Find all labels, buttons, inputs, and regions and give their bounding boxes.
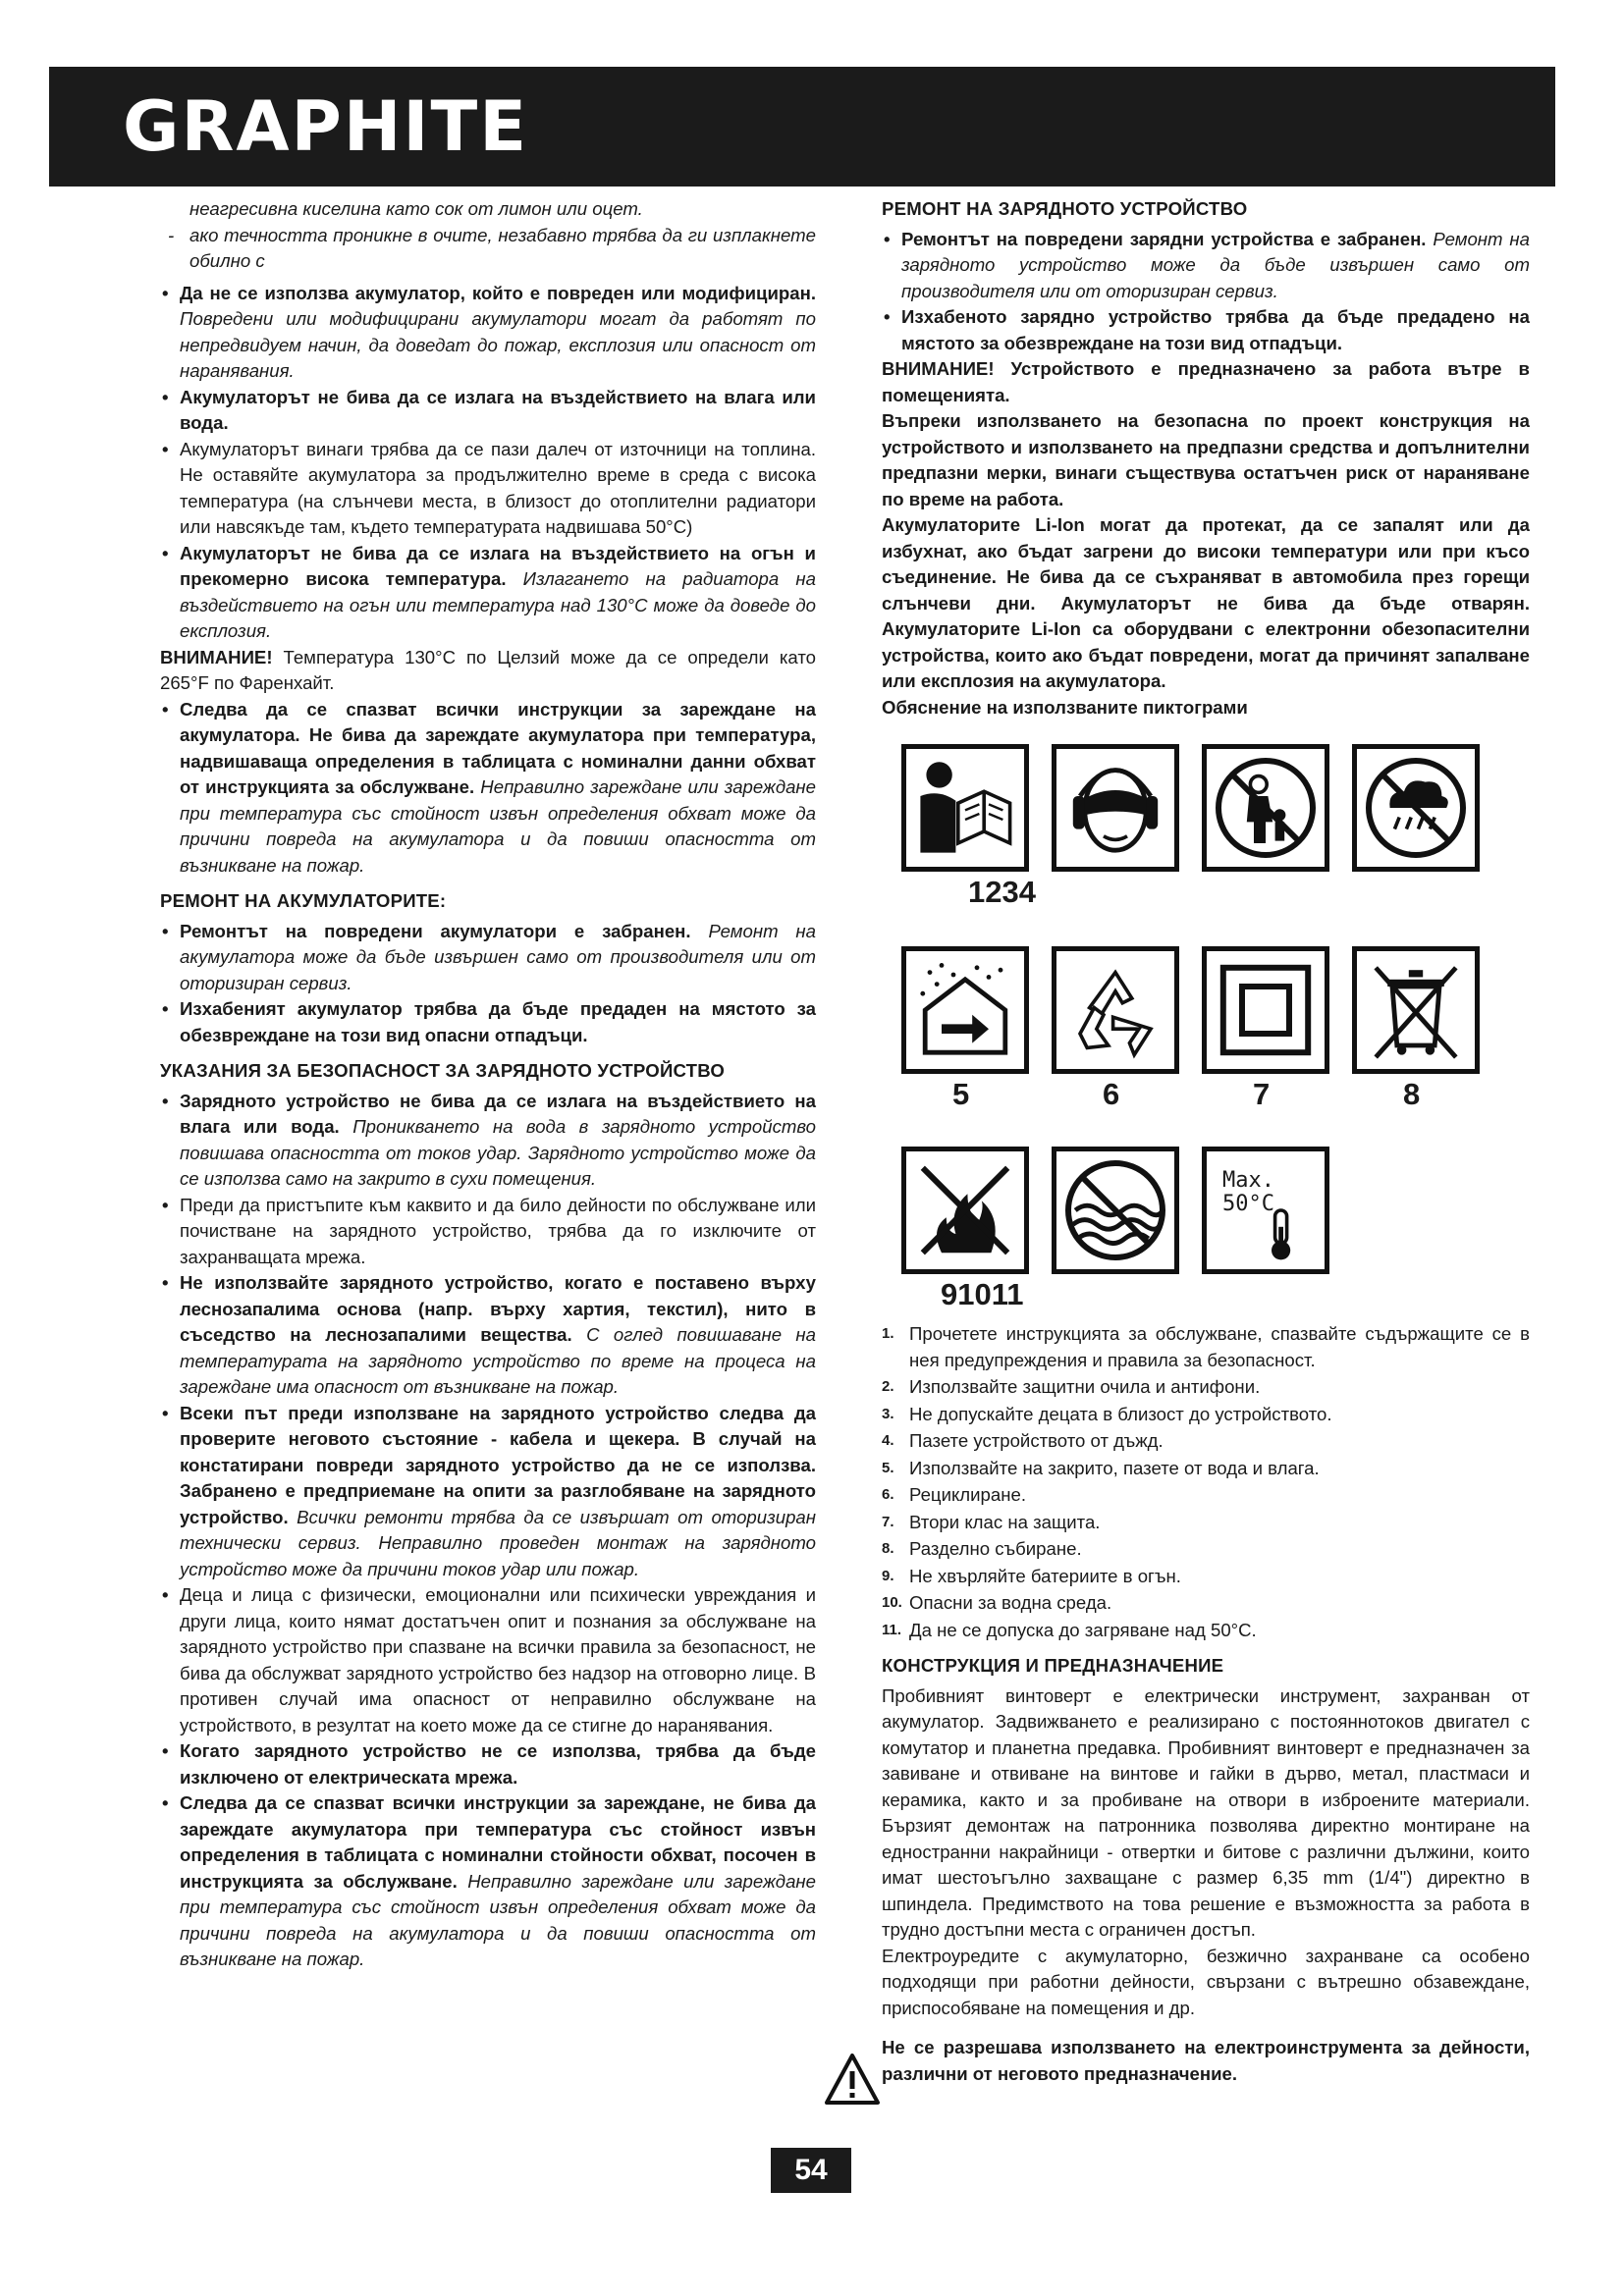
italic-text: Проникването на вода в зарядното устройство повишава опасността от токов удар. Зарядното устройство може да се използва само на закрито в сухи помещения. bbox=[180, 1116, 816, 1189]
list-item: • Акумулаторът не бива да се излага на въздействието на влага или вода. bbox=[160, 385, 816, 437]
no-fire-battery-icon bbox=[901, 1147, 1029, 1274]
bold-text: Ремонтът на повредени акумулатори е забранен. bbox=[180, 920, 691, 941]
bold-text: Не използвайте зарядното устройство, когато е поставено върху леснозапалима основа (напр. върху хартия, текстил), нито в съседство на леснозапалими вещества. bbox=[180, 1272, 816, 1345]
list-item bbox=[160, 541, 816, 645]
list-item bbox=[160, 1089, 816, 1193]
bold-text: Следва да се спазват всички инструкции за зареждане на акумулатора. Не бива да зареждате акумулатора при температура, надвишаваща определения в таблицата с номинални данни обхват от инструкцията за обслужване. bbox=[180, 698, 816, 797]
legend-text: Опасни за водна среда. bbox=[909, 1592, 1112, 1613]
legend-text: Пазете устройството от дъжд. bbox=[909, 1430, 1164, 1451]
italic-text: Излагането на радиатора на въздействието на огън или температура над 130°C може да доведе до експлозия. bbox=[180, 568, 816, 641]
legend-number: 10. bbox=[882, 1594, 902, 1611]
pictogram-legend bbox=[882, 1321, 1530, 1643]
legend-number: 8. bbox=[882, 1540, 894, 1557]
pictogram-title: Обяснение на използваните пиктограми bbox=[882, 696, 1248, 718]
legend-item bbox=[882, 1482, 1530, 1509]
list-item bbox=[160, 1270, 816, 1401]
legend-number: 11. bbox=[882, 1621, 902, 1638]
legend-item bbox=[882, 1428, 1530, 1455]
legend-text: Разделно събиране. bbox=[909, 1538, 1082, 1559]
bold-text: Ремонтът на повредени зарядни устройства е забранен. bbox=[901, 228, 1427, 249]
legend-number: 7. bbox=[882, 1513, 894, 1530]
pictogram-number: 91011 bbox=[941, 1277, 1024, 1311]
list-item: - ако течността проникне в очите, незабавно трябва да ги изплакнете обилно с bbox=[160, 223, 816, 275]
brand-logo: GRAPHITE bbox=[123, 86, 529, 167]
italic-text: С оглед повишаване на температурата на зарядното устройство по време на процеса на зареждане има опасност от възникване на пожар. bbox=[180, 1324, 816, 1397]
legend-text: Използвайте защитни очила и антифони. bbox=[909, 1376, 1261, 1397]
legend-text: Рециклиране. bbox=[909, 1484, 1026, 1505]
legend-number: 6. bbox=[882, 1486, 894, 1503]
pictogram-number: 7 bbox=[1253, 1077, 1271, 1111]
legend-item bbox=[882, 1456, 1530, 1482]
section-heading: УКАЗАНИЯ ЗА БЕЗОПАСНОСТ ЗА ЗАРЯДНОТО УСТРОЙСТВО bbox=[160, 1060, 726, 1081]
bold-text: Да не се използва акумулатор, който е повреден или модифициран. bbox=[180, 282, 816, 303]
list-item bbox=[882, 227, 1530, 305]
legend-item bbox=[882, 1590, 1530, 1617]
legend-item bbox=[882, 1374, 1530, 1401]
legend-item bbox=[882, 1536, 1530, 1563]
legend-item bbox=[882, 1510, 1530, 1536]
list-item: • Когато зарядното устройство не се използва, трябва да бъде изключено от електрическата мрежа. bbox=[160, 1738, 816, 1790]
bold-text: Всеки път преди използване на зарядното устройство следва да проверите неговото състояние - кабела и щекера. В случай на констатирани повреди зарядното устройство да не се използва. Забранено е предприемане на опити за разглобяване на зарядното устройство. bbox=[180, 1402, 816, 1527]
goggles-ear-protection-icon bbox=[1052, 744, 1179, 872]
pictogram-number: 5 bbox=[952, 1077, 970, 1111]
warning-note: Акумулаторите Li-Ion могат да протекат, да се запалят или да избухнат, ако бъдат загрени до високи температури или при късо съединение. Не бива да се съхраняват в автомобила през горещи слънчеви дни. Акумулаторът не бива да бъде отварян. Акумулаторите Li-Ion са оборудвани с електронни обезопасителни устройства, които ако бъдат повредени, могат да причинят запалване или експлозия на акумулатора. bbox=[882, 514, 1530, 691]
legend-number: 2. bbox=[882, 1378, 894, 1395]
list-item bbox=[160, 1401, 816, 1583]
legend-text: Да не се допуска до загряване над 50°C. bbox=[909, 1619, 1257, 1640]
pictogram-number: 6 bbox=[1103, 1077, 1120, 1111]
list-item bbox=[160, 281, 816, 385]
text-line: неагресивна киселина като сок от лимон или оцет. bbox=[189, 198, 643, 219]
legend-text: Втори клас на защита. bbox=[909, 1511, 1101, 1532]
legend-number: 5. bbox=[882, 1459, 894, 1476]
left-column bbox=[160, 196, 816, 1973]
list-item: • Изхабеното зарядно устройство трябва да бъде предадено на мястото за обезвреждане на този вид отпадъци. bbox=[882, 304, 1530, 356]
pictogram-number: 1234 bbox=[968, 875, 1036, 909]
warning-label: ВНИМАНИЕ! bbox=[160, 646, 273, 667]
legend-text: Не хвърляйте батериите в огън. bbox=[909, 1565, 1181, 1586]
warning-text: Температура 130°C по Целзий може да се определи като 265°F по Фаренхайт. bbox=[160, 646, 816, 693]
list-item: • Деца и лица с физически, емоционални или психически увреждания и други лица, които нямат достатъчен опит и познания за обслужване на зарядното устройство при спазване на всички правила за безопасност, не бива да обслужват зарядното устройство без надзор на отговорно лице. В противен случай има опасност от неправилно обслужване на устройството, в резултат на което може да се стигне до наранявания. bbox=[160, 1582, 816, 1738]
legend-item bbox=[882, 1618, 1530, 1644]
legend-item bbox=[882, 1321, 1530, 1373]
list-item: • Акумулаторът винаги трябва да се пази далеч от източници на топлина. Не оставяйте акумулатора за продължително време в среда с висока температура (на слънчеви места, в близост до отоплителни радиатори или навсякъде там, където температурата надвишава 50°C) bbox=[160, 437, 816, 541]
legend-item bbox=[882, 1402, 1530, 1428]
pictogram-grid bbox=[882, 736, 1530, 1315]
legend-text: Прочетете инструкцията за обслужване, спазвайте съдържащите се в нея предупреждения и правила за безопасност. bbox=[909, 1323, 1530, 1370]
list-item bbox=[160, 697, 816, 880]
warning-paragraph: Не се разрешава използването на електроинструмента за дейности, различни от неговото предназначение. bbox=[882, 2037, 1530, 2084]
no-rain-icon bbox=[1352, 744, 1480, 872]
read-manual-icon bbox=[901, 744, 1029, 872]
legend-text: Използвайте на закрито, пазете от вода и влага. bbox=[909, 1457, 1320, 1478]
legend-text: Не допускайте децата в близост до устройството. bbox=[909, 1403, 1332, 1424]
bold-text: Следва да се спазват всички инструкции за зареждане, не бива да зареждате акумулатора при температура със стойност извън определения в таблицата с номинални стойности обхват, посочен в инструкцията за обслужване. bbox=[180, 1792, 816, 1892]
legend-item bbox=[882, 1564, 1530, 1590]
list-item bbox=[160, 919, 816, 997]
indoor-use-icon bbox=[901, 946, 1029, 1074]
section-heading: РЕМОНТ НА АКУМУЛАТОРИТЕ: bbox=[160, 890, 447, 911]
list-item bbox=[160, 1790, 816, 1973]
legend-number: 3. bbox=[882, 1405, 894, 1422]
list-item: • Изхабеният акумулатор трябва да бъде предаден на мястото за обезвреждане на този вид опасни отпадъци. bbox=[160, 996, 816, 1048]
warning-note: Въпреки използването на безопасна по проект конструкция на устройството и използването на предпазни средства и допълнителни предпазни мерки, винаги съществува остатъчен риск от нараняване по време на работа. bbox=[882, 410, 1530, 509]
pictogram-number: 8 bbox=[1403, 1077, 1421, 1111]
list-item: • Преди да пристъпите към каквито и да било дейности по обслужване или почистване на зарядното устройство, трябва да го изключите от захранващата мрежа. bbox=[160, 1193, 816, 1271]
italic-text: Повредени или модифицирани акумулатори могат да работят по непредвидуем начин, да доведат до пожар, експлозия или опасност от наранявания. bbox=[180, 308, 816, 381]
warning-note bbox=[160, 645, 816, 697]
paragraph: Пробивният винтоверт е електрически инструмент, захранван от акумулатор. Задвижването е реализирано с постояннотоков двигател с комутатор и планетна предавка. Пробивният винтоверт е предназначен за завиване и отвиване на винтове и гайки в дърво, метал, пластмаси и керамика, както и за пробиване на отвори в изброените материали. Бързият демонтаж на патронника позволява директно монтиране на едностранни накрайници - отвертки и битове с различни дължини, които имат шестоъгълно захващане с размер 6,35 mm (1/4") директно в шпиндела. Предимството на това решение е възможността за работа в трудно достъпни места с ограничен достъп. bbox=[882, 1684, 1530, 1940]
bold-text: Акумулаторът не бива да се излага на въздействието на огън и прекомерно висока температура. bbox=[180, 542, 816, 589]
right-column bbox=[882, 196, 1530, 2087]
page-number: 54 bbox=[771, 2148, 851, 2193]
max-value: 50°C bbox=[1222, 1192, 1274, 1216]
max-temperature-icon bbox=[1202, 1147, 1329, 1274]
section-heading: КОНСТРУКЦИЯ И ПРЕДНАЗНАЧЕНИЕ bbox=[882, 1655, 1224, 1676]
hazardous-water-icon bbox=[1052, 1147, 1179, 1274]
no-children-icon bbox=[1202, 744, 1329, 872]
separate-collection-bin-icon bbox=[1352, 946, 1480, 1074]
section-heading: РЕМОНТ НА ЗАРЯДНОТО УСТРОЙСТВО bbox=[882, 198, 1248, 219]
legend-number: 1. bbox=[882, 1325, 894, 1342]
legend-number: 9. bbox=[882, 1567, 894, 1584]
italic-text: Ремонт на зарядното устройство може да бъде извършен само от производителя или от оторизиран сервиз. bbox=[901, 228, 1531, 301]
class-ii-protection-icon bbox=[1202, 946, 1329, 1074]
italic-text: Ремонт на акумулатора може да бъде извършен само от производителя или от оторизиран сервиз. bbox=[180, 920, 816, 993]
recycling-icon bbox=[1052, 946, 1179, 1074]
warning-triangle-icon bbox=[823, 2052, 882, 2107]
legend-number: 4. bbox=[882, 1432, 894, 1449]
max-label: Max. bbox=[1222, 1168, 1274, 1193]
warning-note: ВНИМАНИЕ! Устройството е предназначено за работа вътре в помещенията. bbox=[882, 358, 1530, 405]
paragraph: Електроуредите с акумулаторно, безжично захранване са особено подходящи при работни дейности, свързани с вътрешно обзавеждане, приспособяване на помещения и др. bbox=[882, 1945, 1530, 2018]
italic-text: Всички ремонти трябва да се извършат от оторизиран технически сервиз. Неправилно проведен монтаж на зарядното устройство може да причини токов удар или пожар. bbox=[180, 1506, 816, 1579]
italic-text: Неправилно зареждане или зареждане при температура със стойност извън определения обхват може да причини повреда на акумулатора и да повиши опасността от възникване на пожар. bbox=[180, 776, 817, 876]
bold-text: Зарядното устройство не бива да се излага на въздействието на влага или вода. bbox=[180, 1090, 816, 1137]
italic-text: Неправилно зареждане или зареждане при температура със стойност извън определения обхват може да причини повреда на акумулатора и да повиши опасността от възникване на пожар. bbox=[180, 1870, 816, 1969]
